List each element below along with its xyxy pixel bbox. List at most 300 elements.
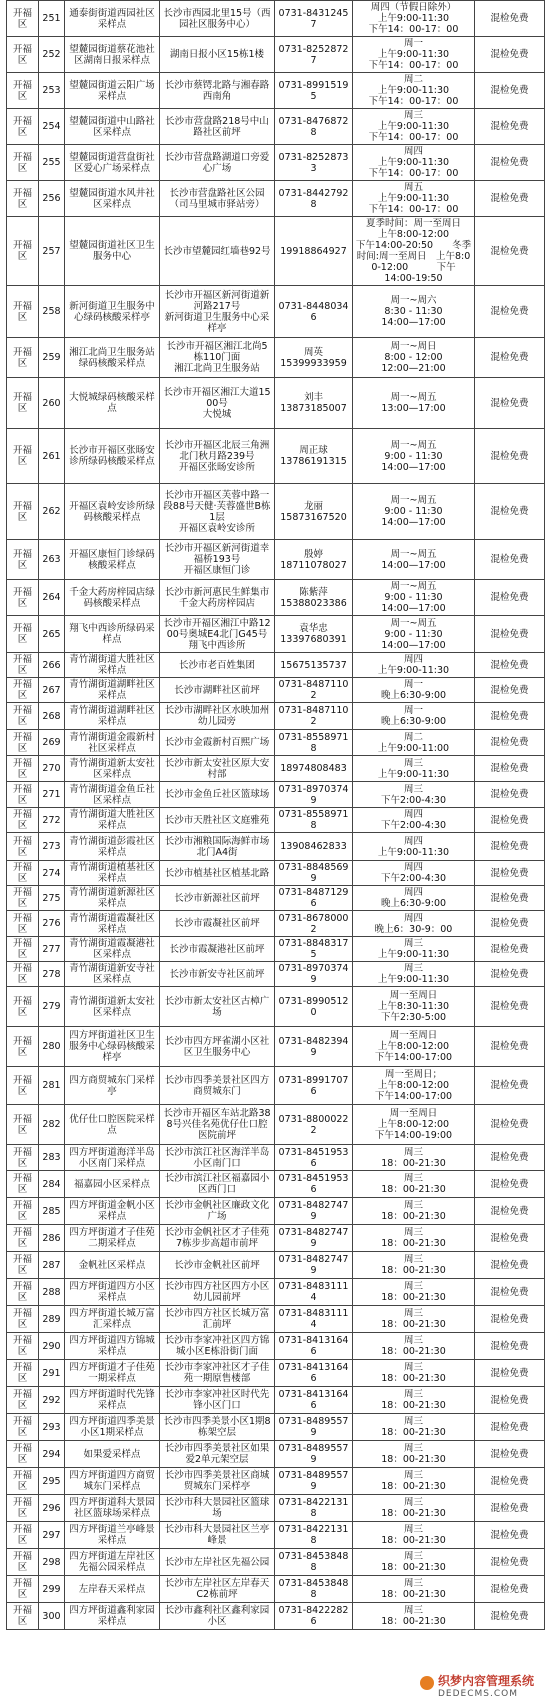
district-cell: 开福区	[7, 987, 39, 1027]
site-address-cell: 长沙市新太安社区古樟广场	[160, 987, 275, 1027]
site-address-cell: 长沙市金霞新村百熙广场	[160, 730, 275, 756]
fee-cell: 混检免费	[475, 1225, 545, 1252]
table-row	[7, 911, 545, 937]
site-number-cell: 286	[39, 1225, 65, 1252]
site-address-cell: 长沙市营盘路社区公园（司马里城市驿站旁）	[160, 181, 275, 217]
contact-phone-cell: 18974808483	[275, 756, 353, 782]
contact-phone-cell: 19918864927	[275, 217, 353, 286]
district-cell: 开福区	[7, 378, 39, 429]
fee-cell: 混检免费	[475, 378, 545, 429]
fee-cell: 混检免费	[475, 217, 545, 286]
fee-cell: 混检免费	[475, 1468, 545, 1495]
service-hours-cell: 周四 晚上6:30-9:00	[353, 886, 475, 911]
site-number-cell: 299	[39, 1576, 65, 1603]
fee-cell: 混检免费	[475, 1387, 545, 1414]
service-hours-cell: 周四 上午9:00-11:30	[353, 653, 475, 678]
site-address-cell: 长沙市四方社区四方小区幼儿园前坪	[160, 1279, 275, 1306]
site-name-cell: 千金大药房梓园店绿码核酸采样点	[65, 580, 160, 616]
contact-phone-cell: 13908462833	[275, 833, 353, 861]
fee-cell: 混检免费	[475, 808, 545, 833]
table-row	[7, 1171, 545, 1198]
table-row	[7, 1522, 545, 1549]
watermark-line2: DEDECMS.COM	[438, 1689, 518, 1699]
site-number-cell: 297	[39, 1522, 65, 1549]
table-row	[7, 987, 545, 1027]
site-address-cell: 长沙市金帆社区前坪	[160, 1252, 275, 1279]
table-row	[7, 540, 545, 580]
service-hours-cell: 周四 上午9:00-11:30 下午14：00-17：00	[353, 145, 475, 181]
district-cell: 开福区	[7, 833, 39, 861]
contact-phone-cell: 0731-84222826	[275, 1603, 353, 1630]
site-number-cell: 260	[39, 378, 65, 429]
table-row	[7, 1387, 545, 1414]
site-name-cell: 四方坪街道长城万富汇采样点	[65, 1306, 160, 1333]
site-number-cell: 283	[39, 1145, 65, 1171]
district-cell: 开福区	[7, 653, 39, 678]
site-name-cell: 望麓园街道蔡花池社区湖南日报采样点	[65, 37, 160, 73]
contact-phone-cell: 0731-86780002	[275, 911, 353, 937]
site-number-cell: 296	[39, 1495, 65, 1522]
fee-cell: 混检免费	[475, 1549, 545, 1576]
contact-phone-cell: 陈紫萍 15388023386	[275, 580, 353, 616]
table-row	[7, 484, 545, 540]
site-address-cell: 长沙市新源社区前坪	[160, 886, 275, 911]
service-hours-cell: 周一 晚上6:30-9:00	[353, 703, 475, 730]
district-cell: 开福区	[7, 616, 39, 653]
table-row	[7, 756, 545, 782]
contact-phone-cell: 0731-89703749	[275, 962, 353, 987]
site-name-cell: 望麓园街道营盘街社区爱心广场采样点	[65, 145, 160, 181]
table-row	[7, 782, 545, 808]
fee-cell: 混检免费	[475, 109, 545, 145]
district-cell: 开福区	[7, 1441, 39, 1468]
contact-phone-cell: 袁华忠 13397680391	[275, 616, 353, 653]
district-cell: 开福区	[7, 1, 39, 37]
fee-cell: 混检免费	[475, 484, 545, 540]
contact-phone-cell: 0731-82528727	[275, 37, 353, 73]
service-hours-cell: 周四 上午9:00-11:30	[353, 833, 475, 861]
site-address-cell: 长沙市金帆社区才子佳苑7栋步步高超市前坪	[160, 1225, 275, 1252]
service-hours-cell: 周三 18：00-21:30	[353, 1171, 475, 1198]
district-cell: 开福区	[7, 1603, 39, 1630]
service-hours-cell: 周三 18：00-21:30	[353, 1576, 475, 1603]
district-cell: 开福区	[7, 782, 39, 808]
contact-phone-cell: 周正球 13786191315	[275, 429, 353, 484]
fee-cell: 混检免费	[475, 286, 545, 338]
site-name-cell: 四方坪街道四方商贸城东门采样点	[65, 1468, 160, 1495]
table-row	[7, 1198, 545, 1225]
table-row	[7, 1441, 545, 1468]
site-number-cell: 282	[39, 1105, 65, 1145]
district-cell: 开福区	[7, 703, 39, 730]
fee-cell: 混检免费	[475, 653, 545, 678]
site-number-cell: 262	[39, 484, 65, 540]
site-name-cell: 四方坪街道社区卫生服务中心绿码核酸采样亭	[65, 1027, 160, 1067]
site-address-cell: 长沙市新太安社区原大安村部	[160, 756, 275, 782]
fee-cell: 混检免费	[475, 1522, 545, 1549]
table-row	[7, 429, 545, 484]
site-name-cell: 四方坪街道才子佳苑二期采样点	[65, 1225, 160, 1252]
contact-phone-cell: 殷婷 18711078027	[275, 540, 353, 580]
district-cell: 开福区	[7, 1387, 39, 1414]
district-cell: 开福区	[7, 580, 39, 616]
contact-phone-cell: 0731-84823949	[275, 1027, 353, 1067]
site-number-cell: 278	[39, 962, 65, 987]
contact-phone-cell: 0731-89905120	[275, 987, 353, 1027]
site-number-cell: 287	[39, 1252, 65, 1279]
table-row	[7, 338, 545, 378]
site-address-cell: 长沙市霞凝社区前坪	[160, 911, 275, 937]
site-address-cell: 长沙市开福区芙蓉中路一段88号天健·芙蓉盛世B栋1层 开福区袁岭安诊所	[160, 484, 275, 540]
dedecms-logo-icon	[420, 1676, 434, 1690]
service-hours-cell: 周四 下午2:00-4:30	[353, 808, 475, 833]
district-cell: 开福区	[7, 1576, 39, 1603]
site-number-cell: 289	[39, 1306, 65, 1333]
site-number-cell: 281	[39, 1067, 65, 1105]
site-name-cell: 四方坪街道兰亭峰景采样点	[65, 1522, 160, 1549]
service-hours-cell: 周四（节假日除外） 上午9:00-11:30 下午14：00-17：00	[353, 1, 475, 37]
district-cell: 开福区	[7, 1333, 39, 1360]
fee-cell: 混检免费	[475, 730, 545, 756]
site-name-cell: 通泰街街道西园社区采样点	[65, 1, 160, 37]
site-address-cell: 长沙市李家冲社区时代先锋小区门口	[160, 1387, 275, 1414]
site-number-cell: 271	[39, 782, 65, 808]
service-hours-cell: 周三 18：00-21:30	[353, 1360, 475, 1387]
site-number-cell: 254	[39, 109, 65, 145]
site-address-cell: 长沙市科大景园社区兰亭峰景	[160, 1522, 275, 1549]
fee-cell: 混检免费	[475, 37, 545, 73]
site-name-cell: 四方坪街道金帆小区采样点	[65, 1198, 160, 1225]
site-number-cell: 261	[39, 429, 65, 484]
district-cell: 开福区	[7, 962, 39, 987]
fee-cell: 混检免费	[475, 1252, 545, 1279]
site-address-cell: 长沙市四季美景社区四方商贸城东门	[160, 1067, 275, 1105]
service-hours-cell: 周三 下午2:00-4:30	[353, 782, 475, 808]
site-name-cell: 四方商贸城东门采样亭	[65, 1067, 160, 1105]
site-number-cell: 295	[39, 1468, 65, 1495]
service-hours-cell: 周一~周五 9:00 - 11:30 14:00—17:00	[353, 616, 475, 653]
fee-cell: 混检免费	[475, 782, 545, 808]
service-hours-cell: 周三 18：00-21:30	[353, 1145, 475, 1171]
contact-phone-cell: 0731-89917076	[275, 1067, 353, 1105]
site-address-cell: 长沙市新河惠民生鲜集市千金大药房梓园店	[160, 580, 275, 616]
site-address-cell: 长沙市李家冲社区才子佳苑一期原售楼部	[160, 1360, 275, 1387]
fee-cell: 混检免费	[475, 181, 545, 217]
site-address-cell: 长沙市开福区新河街道新河路217号 新河街道卫生服务中心采样亭	[160, 286, 275, 338]
table-row	[7, 145, 545, 181]
site-address-cell: 长沙市开福区车站北路388号兴佳名苑优仔仕口腔医院前坪	[160, 1105, 275, 1145]
district-cell: 开福区	[7, 338, 39, 378]
table-row	[7, 678, 545, 703]
contact-phone-cell: 0731-84871102	[275, 703, 353, 730]
table-row	[7, 1576, 545, 1603]
watermark-line1: 织梦内容管理系统	[438, 1674, 535, 1688]
service-hours-cell: 周三 上午9:00-11:30	[353, 937, 475, 962]
site-address-cell: 长沙市四方社区长城万富汇前坪	[160, 1306, 275, 1333]
site-number-cell: 257	[39, 217, 65, 286]
site-name-cell: 青竹湖街道新源社区采样点	[65, 886, 160, 911]
table-row	[7, 181, 545, 217]
service-hours-cell: 周三 18：00-21:30	[353, 1414, 475, 1441]
service-hours-cell: 周三 18：00-21:30	[353, 1252, 475, 1279]
table-row	[7, 937, 545, 962]
site-address-cell: 长沙市鑫利社区鑫利家园小区	[160, 1603, 275, 1630]
table-row	[7, 1252, 545, 1279]
site-address-cell: 长沙市西园北里15号（西园社区服务中心）	[160, 1, 275, 37]
fee-cell: 混检免费	[475, 833, 545, 861]
fee-cell: 混检免费	[475, 1603, 545, 1630]
site-number-cell: 275	[39, 886, 65, 911]
site-number-cell: 266	[39, 653, 65, 678]
table-row	[7, 109, 545, 145]
table-row	[7, 1414, 545, 1441]
district-cell: 开福区	[7, 861, 39, 886]
table-row	[7, 580, 545, 616]
site-name-cell: 如果爱采样点	[65, 1441, 160, 1468]
fee-cell: 混检免费	[475, 1495, 545, 1522]
site-name-cell: 望麓园街道社区卫生服务中心	[65, 217, 160, 286]
site-number-cell: 291	[39, 1360, 65, 1387]
site-number-cell: 253	[39, 73, 65, 109]
site-name-cell: 四方坪街道时代先锋采样点	[65, 1387, 160, 1414]
district-cell: 开福区	[7, 217, 39, 286]
fee-cell: 混检免费	[475, 145, 545, 181]
site-name-cell: 望麓园街道水风井社区采样点	[65, 181, 160, 217]
contact-phone-cell: 0731-84538488	[275, 1549, 353, 1576]
site-number-cell: 276	[39, 911, 65, 937]
service-hours-cell: 周三 18：00-21:30	[353, 1306, 475, 1333]
site-number-cell: 280	[39, 1027, 65, 1067]
fee-cell: 混检免费	[475, 540, 545, 580]
site-address-cell: 长沙市开福区新河街道幸福桥193号 开福区康恒门诊	[160, 540, 275, 580]
service-hours-cell: 周一~周五 13:00—17:00	[353, 378, 475, 429]
fee-cell: 混检免费	[475, 338, 545, 378]
service-hours-cell: 周一~周五 9:00 - 11:30 14:00—17:00	[353, 484, 475, 540]
site-number-cell: 298	[39, 1549, 65, 1576]
district-cell: 开福区	[7, 1105, 39, 1145]
contact-phone-cell: 0731-84831114	[275, 1279, 353, 1306]
site-name-cell: 青竹湖街道新太安社区采样点	[65, 756, 160, 782]
contact-phone-cell: 0731-84895579	[275, 1414, 353, 1441]
site-address-cell: 长沙市李家冲社区四方锦城小区E栋沿街门面	[160, 1333, 275, 1360]
district-cell: 开福区	[7, 678, 39, 703]
table-row	[7, 1105, 545, 1145]
site-number-cell: 277	[39, 937, 65, 962]
district-cell: 开福区	[7, 1252, 39, 1279]
site-address-cell: 湖南日报小区15栋1楼	[160, 37, 275, 73]
service-hours-cell: 周一~周五 9:00 - 11:30 14:00—17:00	[353, 429, 475, 484]
site-number-cell: 264	[39, 580, 65, 616]
district-cell: 开福区	[7, 1145, 39, 1171]
contact-phone-cell: 0731-84131646	[275, 1333, 353, 1360]
site-name-cell: 优仔仕口腔医院采样点	[65, 1105, 160, 1145]
fee-cell: 混检免费	[475, 1, 545, 37]
fee-cell: 混检免费	[475, 861, 545, 886]
district-cell: 开福区	[7, 1468, 39, 1495]
site-address-cell: 长沙市湘粮国际海鲜市场北门A4街	[160, 833, 275, 861]
service-hours-cell: 周一至周日； 上午8:00-12:00 下午14:00-17:00	[353, 1067, 475, 1105]
site-number-cell: 292	[39, 1387, 65, 1414]
service-hours-cell: 周三 18：00-21:30	[353, 1549, 475, 1576]
contact-phone-cell: 0731-84871296	[275, 886, 353, 911]
district-cell: 开福区	[7, 1027, 39, 1067]
fee-cell: 混检免费	[475, 937, 545, 962]
fee-cell: 混检免费	[475, 1360, 545, 1387]
district-cell: 开福区	[7, 484, 39, 540]
service-hours-cell: 周一~周六 8:30 - 11:30 14:00—17:00	[353, 286, 475, 338]
site-address-cell: 长沙市四季美景社区如果爱2单元架空层	[160, 1441, 275, 1468]
site-number-cell: 284	[39, 1171, 65, 1198]
site-address-cell: 长沙市开福区湘江大道1500号 大悦城	[160, 378, 275, 429]
fee-cell: 混检免费	[475, 580, 545, 616]
table-row	[7, 1360, 545, 1387]
site-name-cell: 青竹湖街道金霞新村社区采样点	[65, 730, 160, 756]
table-row	[7, 286, 545, 338]
service-hours-cell: 周一 上午9:00-11:30 下午14：00-17：00	[353, 37, 475, 73]
service-hours-cell: 周五 上午9:00-11:30 下午14：00-17：00	[353, 181, 475, 217]
service-hours-cell: 周一~周五 14:00—17:00	[353, 540, 475, 580]
site-address-cell: 长沙市湖畔社区水映加州幼儿园旁	[160, 703, 275, 730]
fee-cell: 混检免费	[475, 1198, 545, 1225]
district-cell: 开福区	[7, 109, 39, 145]
site-number-cell: 269	[39, 730, 65, 756]
table-row	[7, 962, 545, 987]
contact-phone-cell: 0731-85589718	[275, 808, 353, 833]
service-hours-cell: 周三 上午9:00-11:30	[353, 756, 475, 782]
site-address-cell: 长沙市天胜社区文庭雅苑	[160, 808, 275, 833]
site-number-cell: 268	[39, 703, 65, 730]
site-name-cell: 翔飞中西诊所绿码采样点	[65, 616, 160, 653]
contact-phone-cell: 0731-84895579	[275, 1441, 353, 1468]
table-row	[7, 808, 545, 833]
site-address-cell: 长沙市营盘路218号中山路社区前坪	[160, 109, 275, 145]
site-name-cell: 四方坪街道鑫利家园采样点	[65, 1603, 160, 1630]
fee-cell: 混检免费	[475, 1414, 545, 1441]
site-name-cell: 四方坪街道四季美景小区1期采样点	[65, 1414, 160, 1441]
site-name-cell: 四方坪街道才子佳苑一期采样点	[65, 1360, 160, 1387]
site-name-cell: 青竹湖街道湖畔社区采样点	[65, 703, 160, 730]
contact-phone-cell: 0731-84895579	[275, 1468, 353, 1495]
site-name-cell: 青竹湖街道彭霞社区采样点	[65, 833, 160, 861]
site-address-cell: 长沙市开福区湘江北尚5栋110门面 湘江北尚卫生服务站	[160, 338, 275, 378]
contact-phone-cell: 0731-84480346	[275, 286, 353, 338]
site-number-cell: 265	[39, 616, 65, 653]
table-row	[7, 1027, 545, 1067]
table-row	[7, 1333, 545, 1360]
district-cell: 开福区	[7, 73, 39, 109]
district-cell: 开福区	[7, 937, 39, 962]
district-cell: 开福区	[7, 730, 39, 756]
site-number-cell: 255	[39, 145, 65, 181]
service-hours-cell: 周三 18：00-21:30	[353, 1225, 475, 1252]
fee-cell: 混检免费	[475, 987, 545, 1027]
contact-phone-cell: 0731-84768728	[275, 109, 353, 145]
contact-phone-cell: 0731-84831114	[275, 1306, 353, 1333]
contact-phone-cell: 0731-85589718	[275, 730, 353, 756]
district-cell: 开福区	[7, 1067, 39, 1105]
site-name-cell: 四方坪街道海洋半岛小区南门采样点	[65, 1145, 160, 1171]
site-address-cell: 长沙市四季美景小区1期8栋架空层	[160, 1414, 275, 1441]
district-cell: 开福区	[7, 1171, 39, 1198]
site-name-cell: 望麓园街道中山路社区采样点	[65, 109, 160, 145]
contact-phone-cell: 0731-89703749	[275, 782, 353, 808]
site-address-cell: 长沙市湖畔社区前坪	[160, 678, 275, 703]
district-cell: 开福区	[7, 1522, 39, 1549]
site-name-cell: 长沙市开福区张旸安诊所绿码核酸采样点	[65, 429, 160, 484]
contact-phone-cell: 0731-88485699	[275, 861, 353, 886]
table-row	[7, 1603, 545, 1630]
district-cell: 开福区	[7, 145, 39, 181]
site-name-cell: 望麓园街道云阳广场采样点	[65, 73, 160, 109]
site-number-cell: 252	[39, 37, 65, 73]
fee-cell: 混检免费	[475, 911, 545, 937]
fee-cell: 混检免费	[475, 886, 545, 911]
site-number-cell: 272	[39, 808, 65, 833]
site-address-cell: 长沙市左岸社区先福公园	[160, 1549, 275, 1576]
site-address-cell: 长沙市植基社区植基北路	[160, 861, 275, 886]
site-number-cell: 293	[39, 1414, 65, 1441]
site-number-cell: 263	[39, 540, 65, 580]
site-number-cell: 259	[39, 338, 65, 378]
contact-phone-cell: 0731-84131646	[275, 1387, 353, 1414]
fee-cell: 混检免费	[475, 1067, 545, 1105]
testing-site-sheet	[6, 0, 544, 1630]
contact-phone-cell: 0731-84519536	[275, 1145, 353, 1171]
table-row	[7, 616, 545, 653]
site-address-cell: 长沙市营盘路湖道口旁爱心广场	[160, 145, 275, 181]
fee-cell: 混检免费	[475, 429, 545, 484]
contact-phone-cell: 0731-88000222	[275, 1105, 353, 1145]
fee-cell: 混检免费	[475, 703, 545, 730]
site-number-cell: 273	[39, 833, 65, 861]
contact-phone-cell: 0731-89915195	[275, 73, 353, 109]
site-address-cell: 长沙市四季美景社区商城贸城东门采样亭	[160, 1468, 275, 1495]
service-hours-cell: 周三 18：00-21:30	[353, 1198, 475, 1225]
service-hours-cell: 周一至周日 上午8:00-12:00 下午14:00-17:00	[353, 1027, 475, 1067]
service-hours-cell: 周三 18：00-21:30	[353, 1387, 475, 1414]
fee-cell: 混检免费	[475, 1105, 545, 1145]
fee-cell: 混检免费	[475, 1333, 545, 1360]
table-row	[7, 1549, 545, 1576]
service-hours-cell: 周二 上午9:00-11:00	[353, 730, 475, 756]
table-row	[7, 1306, 545, 1333]
service-hours-cell: 周三 上午9:00-11:30 下午14：00-17：00	[353, 109, 475, 145]
service-hours-cell: 周二 上午9:00-11:30 下午14：00-17：00	[353, 73, 475, 109]
service-hours-cell: 周一~周五 9:00 - 11:30 14:00—17:00	[353, 580, 475, 616]
testing-site-table	[6, 0, 545, 1630]
site-address-cell: 长沙市滨江社区海洋半岛小区南门口	[160, 1145, 275, 1171]
site-name-cell: 金帆社区采样点	[65, 1252, 160, 1279]
fee-cell: 混检免费	[475, 1441, 545, 1468]
site-number-cell: 256	[39, 181, 65, 217]
contact-phone-cell: 0731-82528733	[275, 145, 353, 181]
table-row	[7, 1145, 545, 1171]
fee-cell: 混检免费	[475, 616, 545, 653]
service-hours-cell: 周三 18：00-21:30	[353, 1279, 475, 1306]
contact-phone-cell: 0731-84827479	[275, 1198, 353, 1225]
site-number-cell: 267	[39, 678, 65, 703]
site-name-cell: 大悦城绿码核酸采样点	[65, 378, 160, 429]
service-hours-cell: 周一至周日 上午8:00-12:00 下午14:00-19:00	[353, 1105, 475, 1145]
fee-cell: 混检免费	[475, 1171, 545, 1198]
site-name-cell: 青竹湖街道霞凝港社区采样点	[65, 937, 160, 962]
site-name-cell: 湘江北尚卫生服务站绿码核酸采样点	[65, 338, 160, 378]
district-cell: 开福区	[7, 1279, 39, 1306]
contact-phone-cell: 0731-88483175	[275, 937, 353, 962]
site-address-cell: 长沙市开福区湘江中路1200号奥城E4北门G45号翔飞中西诊所	[160, 616, 275, 653]
contact-phone-cell: 0731-84131646	[275, 1360, 353, 1387]
contact-phone-cell: 0731-84538488	[275, 1576, 353, 1603]
